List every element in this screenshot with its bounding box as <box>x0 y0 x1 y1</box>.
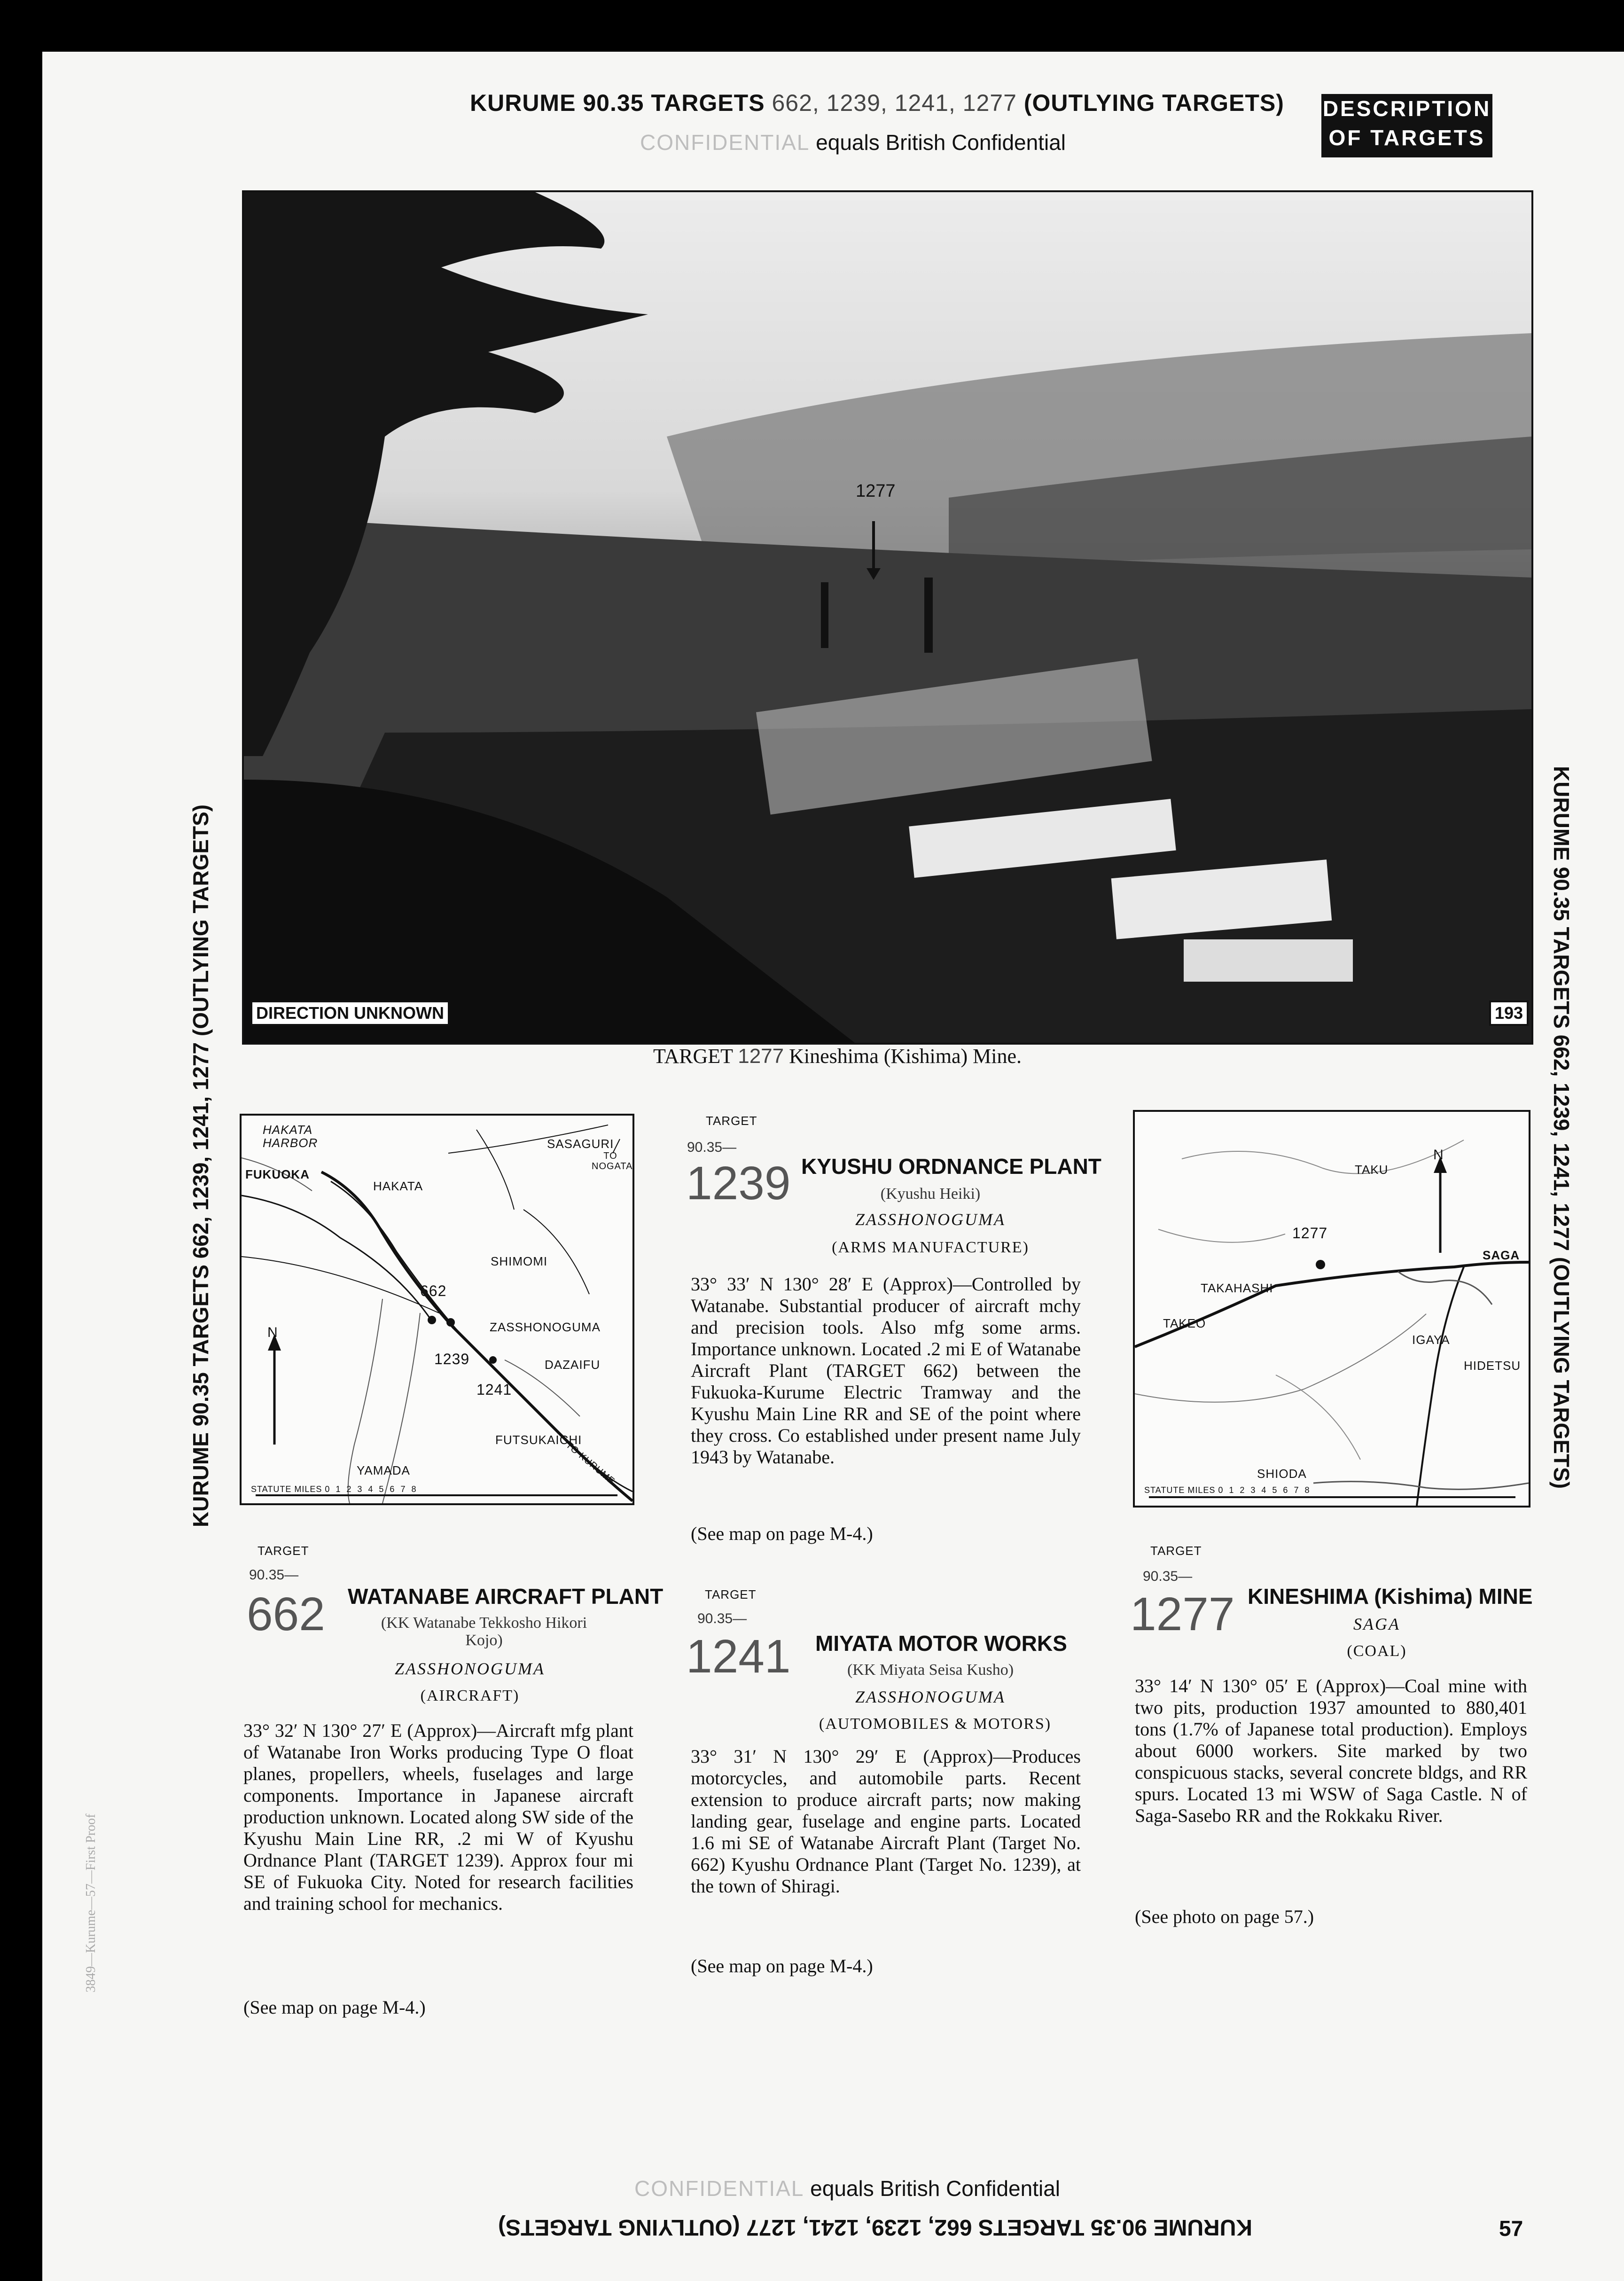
page-header-title <box>470 89 1284 117</box>
target-1241-label: TARGET <box>705 1587 757 1601</box>
target-662-see-map: (See map on page M-4.) <box>243 1997 426 2018</box>
target-662-alt-name-2: Kojo) <box>465 1632 503 1649</box>
map-label-hidetsu: HIDETSU <box>1464 1359 1521 1373</box>
target-1277-label: TARGET <box>1150 1544 1202 1558</box>
target-1277-number: 1277 <box>1130 1588 1235 1640</box>
target-1241-number: 1241 <box>686 1630 791 1683</box>
target-1239-alt-name: (Kyushu Heiki) <box>880 1185 981 1203</box>
target-1239-description: 33° 33′ N 130° 28′ E (Approx)—Controlled by Watanabe. Substantial producer of aircraft mchy and precision tools. Also mfg some arms. Importance unknown. Located .2 mi E of Watanabe Aircraft Plant (TARGET 662) between the Fukuoka-Kurume Electric Tramway and the Kyushu Main Line RR and SE of the point where they cross. Co established under present name July 1943 by Watanabe. <box>691 1273 1081 1468</box>
target-1239-name: KYUSHU ORDNANCE PLANT <box>801 1154 1101 1179</box>
map-label-shioda: SHIODA <box>1257 1467 1307 1481</box>
target-1277-description: 33° 14′ N 130° 05′ E (Approx)—Coal mine with two pits, production 1937 amounted to 880,401 tons (1.7% of Japanese total production). Employs about 6000 workers. Site marked by two conspicuous stacks, several concrete bldgs, and RR spurs. Located 13 mi WSW of Saga Castle. N of Saga-Sasebo RR and the Rokkaku River. <box>1135 1675 1527 1826</box>
map-right-north-label: N <box>1433 1147 1444 1163</box>
header-classification <box>640 130 1066 155</box>
target-1277-see-photo: (See photo on page 57.) <box>1135 1906 1314 1927</box>
caption-number: 1277 <box>738 1045 784 1068</box>
target-1277-location: SAGA <box>1353 1615 1400 1633</box>
map-label-saga: SAGA <box>1483 1248 1520 1262</box>
section-box-line1: DESCRIPTION <box>1322 96 1491 121</box>
target-662-number: 662 <box>247 1588 325 1640</box>
map-label-target-1239: 1239 <box>434 1351 470 1367</box>
map-label-taku: TAKU <box>1355 1163 1389 1177</box>
map-saga-drawing <box>1135 1112 1529 1506</box>
map-north-label: N <box>267 1325 278 1340</box>
footer-title-inverted: KURUME 90.35 TARGETS 662, 1239, 1241, 1277 (OUTLYING TARGETS) <box>498 2215 1252 2240</box>
target-1241-prefix: 90.35— <box>697 1611 747 1626</box>
proof-mark: 3849—Kurume—57—First Proof <box>84 1813 98 1992</box>
confidential-stamp: CONFIDENTIAL <box>640 130 810 155</box>
map-fukuoka-area <box>240 1114 634 1505</box>
target-1241-description: 33° 31′ N 130° 29′ E (Approx)—Produces motorcycles, and automobile parts. Recent extension to produce aircraft parts; now making landing gear, fuselage and engine parts. Located 1.6 mi SE of Watanabe Aircraft Plant (Target No. 662) Kyushu Ordnance Plant (Target No. 1239), at the town of Shiragi. <box>691 1746 1081 1897</box>
section-box <box>1321 94 1492 157</box>
map-label-zasshonoguma: ZASSHONOGUMA <box>490 1320 601 1334</box>
map-label-target-1277: 1277 <box>1292 1225 1328 1242</box>
map-label-dazaifu: DAZAIFU <box>545 1358 601 1372</box>
side-title-right: KURUME 90.35 TARGETS 662, 1239, 1241, 1277 (OUTLYING TARGETS) <box>1549 766 1574 1489</box>
map-label-fukuoka: FUKUOKA <box>245 1167 310 1181</box>
map-label-target-662: 662 <box>420 1282 447 1299</box>
photo-image <box>244 192 1531 1043</box>
photo-target-marker: 1277 <box>856 481 896 501</box>
map-label-igaya: IGAYA <box>1412 1333 1450 1347</box>
photo-caption <box>653 1044 1022 1068</box>
header-targets-label: TARGETS <box>651 90 765 116</box>
target-1241-category: (AUTOMOBILES & MOTORS) <box>819 1715 1052 1733</box>
map-label-sasaguri: SASAGURI <box>547 1137 614 1151</box>
side-title-left: KURUME 90.35 TARGETS 662, 1239, 1241, 1277 (OUTLYING TARGETS) <box>188 804 213 1527</box>
target-662-category: (AIRCRAFT) <box>420 1687 520 1704</box>
target-1239-see-map: (See map on page M-4.) <box>691 1523 873 1544</box>
map-label-target-1241: 1241 <box>476 1381 512 1398</box>
section-box-line2: OF TARGETS <box>1328 125 1485 150</box>
photo-number: 193 <box>1489 1000 1529 1026</box>
target-1241-alt-name: (KK Miyata Seisa Kusho) <box>847 1661 1014 1679</box>
target-662-name: WATANABE AIRCRAFT PLANT <box>348 1584 664 1609</box>
target-1239-number: 1239 <box>686 1157 791 1210</box>
map-label-futsukaichi: FUTSUKAICHI <box>495 1433 582 1447</box>
target-1239-prefix: 90.35— <box>687 1140 737 1155</box>
footer-confidential-stamp: CONFIDENTIAL <box>634 2176 804 2201</box>
map-label-to-kurume: TO KURUME <box>563 1440 617 1487</box>
target-662-label: TARGET <box>258 1544 309 1558</box>
header-main: KURUME 90.35 <box>470 90 644 116</box>
target-photo <box>242 190 1533 1045</box>
caption-prefix: TARGET <box>653 1045 733 1068</box>
header-suffix: (OUTLYING TARGETS) <box>1023 90 1284 116</box>
footer-classification <box>634 2176 1060 2201</box>
confidential-note: equals British Confidential <box>816 130 1066 155</box>
map-right-scale-bar: STATUTE MILES 0 1 2 3 4 5 6 7 8 <box>1144 1485 1310 1495</box>
target-662-location: ZASSHONOGUMA <box>395 1659 545 1678</box>
target-1239-location: ZASSHONOGUMA <box>855 1210 1006 1229</box>
target-1277-category: (COAL) <box>1347 1642 1407 1660</box>
caption-text: Kineshima (Kishima) Mine. <box>789 1045 1022 1068</box>
footer-confidential-note: equals British Confidential <box>810 2176 1061 2201</box>
target-1239-label: TARGET <box>706 1114 757 1128</box>
target-662-prefix: 90.35— <box>249 1567 299 1583</box>
map-saga-area <box>1133 1110 1530 1508</box>
map-label-yamada: YAMADA <box>357 1463 410 1477</box>
page-number: 57 <box>1499 2216 1523 2241</box>
map-label-to-nogata: TO NOGATA <box>592 1151 633 1172</box>
target-1241-name: MIYATA MOTOR WORKS <box>815 1631 1067 1656</box>
target-662-description: 33° 32′ N 130° 27′ E (Approx)—Aircraft mfg plant of Watanabe Iron Works producing Type O float planes, propellers, wheels, fuselages and large components. Importance in Japanese aircraft production unknown. Located along SW side of the Kyushu Main Line RR, .2 mi W of Kyushu Ordnance Plant (TARGET 1239). Approx four mi SE of Fukuoka City. Noted for research facilities and training school for mechanics. <box>243 1720 633 1914</box>
target-1241-location: ZASSHONOGUMA <box>855 1687 1006 1706</box>
map-label-hakata: HAKATA <box>373 1179 423 1193</box>
header-target-numbers: 662, 1239, 1241, 1277 <box>772 90 1017 116</box>
target-662-alt-name-1: (KK Watanabe Tekkosho Hikori <box>381 1614 587 1632</box>
target-1277-name: KINESHIMA (Kishima) MINE <box>1248 1584 1533 1609</box>
target-1241-see-map: (See map on page M-4.) <box>691 1955 873 1976</box>
map-scale-bar: STATUTE MILES 0 1 2 3 4 5 6 7 8 <box>251 1484 417 1494</box>
direction-tag: DIRECTION UNKNOWN <box>250 1000 450 1026</box>
map-label-shimomi: SHIMOMI <box>491 1254 548 1268</box>
map-label-takeo: TAKEO <box>1163 1316 1206 1330</box>
target-1239-category: (ARMS MANUFACTURE) <box>832 1239 1029 1256</box>
map-label-hakata-harbor: HAKATA HARBOR <box>263 1123 318 1150</box>
map-label-takahashi: TAKAHASHI <box>1201 1281 1273 1295</box>
target-1277-prefix: 90.35— <box>1143 1569 1193 1584</box>
